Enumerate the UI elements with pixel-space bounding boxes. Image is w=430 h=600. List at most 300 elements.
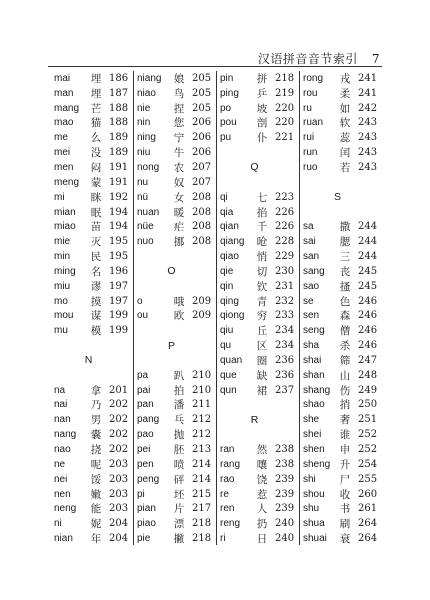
page-number: 7 [371,52,380,66]
page-ref: 220 [275,117,295,129]
syllable-entry [220,130,299,145]
page-ref: 214 [192,473,212,485]
syllable-entry [303,160,382,175]
pinyin: mang [54,102,80,114]
hanzi: 年 [90,533,102,546]
hanzi: 没 [90,147,102,160]
pinyin: qia [220,206,234,218]
page-ref: 197 [109,280,129,292]
syllable-entry [137,175,216,190]
hanzi: 砰 [173,473,185,486]
page-ref: 210 [192,369,212,381]
syllable-entry [220,205,299,220]
page-ref: 207 [192,176,212,188]
hanzi: 呢 [90,458,102,471]
page-ref: 231 [275,280,295,292]
page-ref: 202 [109,444,129,456]
pinyin: mai [54,72,71,84]
hanzi: 收 [339,488,351,501]
hanzi: 蒙 [90,176,102,189]
pinyin: shou [303,488,325,500]
pinyin: shao [303,399,325,411]
blank-row [220,398,299,413]
syllable-entry [137,234,216,249]
syllable-entry [137,472,216,487]
page-ref: 210 [192,384,212,396]
pinyin: rang [220,458,241,470]
hanzi: 色 [339,295,351,308]
pinyin: ru [303,102,312,114]
hanzi: 嚷 [256,458,268,471]
syllable-entry [54,219,133,234]
hanzi: 搔 [339,280,351,293]
page-ref: 240 [275,533,295,545]
hanzi: 您 [173,117,185,130]
syllable-entry [220,487,299,502]
hanzi: 衰 [339,533,351,546]
page-ref: 186 [109,72,129,84]
page-ref: 203 [109,473,129,485]
hanzi: 片 [173,503,185,516]
syllable-entry [220,501,299,516]
hanzi: 奴 [173,176,185,189]
pinyin: pen [137,458,154,470]
index-column [216,71,299,545]
hanzi: 腮 [339,236,351,249]
page-ref: 194 [109,221,129,233]
hanzi: 悄 [256,251,268,264]
syllable-entry [54,487,133,502]
pinyin: seng [303,325,325,337]
page-ref: 202 [109,429,129,441]
pinyin: ne [54,458,66,470]
pinyin: shuai [303,533,327,545]
pinyin: shan [303,369,325,381]
pinyin: mu [54,325,68,337]
syllable-entry [220,338,299,353]
pinyin: qi [220,191,228,203]
syllable-entry [303,249,382,264]
hanzi: 裙 [256,384,268,397]
page-ref: 248 [358,369,378,381]
syllable-entry [220,86,299,101]
page-ref: 205 [192,87,212,99]
pinyin: men [54,161,74,173]
pinyin: miao [54,221,76,233]
pinyin: nie [137,102,151,114]
page-ref: 243 [358,147,378,159]
page-ref: 209 [192,310,212,322]
syllable-entry [303,368,382,383]
syllable-entry [303,487,382,502]
syllable-entry [220,101,299,116]
page-ref: 221 [275,132,295,144]
hanzi: 切 [256,265,268,278]
hanzi: 喷 [173,458,185,471]
page-ref: 203 [109,488,129,500]
page-ref: 255 [358,473,378,485]
hanzi: 升 [339,458,351,471]
pinyin: min [54,251,71,263]
page-ref: 236 [275,369,295,381]
page-ref: 261 [358,503,378,515]
pinyin: qian [220,221,239,233]
pinyin: sheng [303,458,331,470]
pinyin: mao [54,117,74,129]
hanzi: 宁 [173,132,185,145]
page-ref: 203 [109,458,129,470]
syllable-entry [54,101,133,116]
pinyin: ning [137,132,156,144]
pinyin: na [54,384,66,396]
pinyin: niu [137,147,151,159]
page-ref: 188 [109,102,129,114]
pinyin: peng [137,473,160,485]
syllable-entry [54,130,133,145]
pinyin: man [54,87,74,99]
section-letter-row [137,264,216,279]
hanzi: 谬 [90,280,102,293]
hanzi: 坯 [173,488,185,501]
hanzi: 眯 [90,191,102,204]
blank-row [220,175,299,190]
hanzi: 筛 [339,354,351,367]
pinyin: qing [220,295,239,307]
hanzi: 疟 [173,221,185,234]
page-ref: 211 [192,399,212,411]
syllable-entry [220,323,299,338]
page-ref: 203 [109,503,129,515]
hanzi: 模 [90,325,102,338]
section-letter-row [220,160,299,175]
syllable-entry [54,442,133,457]
page-ref: 208 [192,236,212,248]
page-ref: 246 [358,340,378,352]
blank-row [303,175,382,190]
hanzi: 趴 [173,369,185,382]
syllable-entry [54,145,133,160]
hanzi: 么 [90,132,102,145]
syllable-entry [303,219,382,234]
pinyin: que [220,369,237,381]
hanzi: 缺 [256,369,268,382]
page-ref: 247 [358,354,378,366]
syllable-entry [303,116,382,131]
pinyin: shua [303,518,325,530]
page-ref: 199 [109,310,129,322]
syllable-entry [137,116,216,131]
syllable-entry [137,205,216,220]
pinyin: nen [54,488,71,500]
page-ref: 223 [275,191,295,203]
syllable-entry [220,309,299,324]
pinyin: run [303,147,318,159]
page-ref: 204 [109,518,129,530]
syllable-entry [137,501,216,516]
hanzi: 猫 [90,117,102,130]
syllable-entry [220,442,299,457]
hanzi: 书 [339,503,351,516]
hanzi: 人 [256,503,268,516]
hanzi: 民 [90,251,102,264]
syllable-entry [137,219,216,234]
page-ref: 244 [358,221,378,233]
hanzi: 区 [256,340,268,353]
pinyin: mei [54,147,71,159]
page-ref: 239 [275,503,295,515]
pinyin: rou [303,87,318,99]
page-ref: 241 [358,72,378,84]
section-letter-row [303,190,382,205]
hanzi: 乒 [256,87,268,100]
hanzi: 拿 [90,384,102,397]
page-ref: 252 [358,429,378,441]
syllable-entry [54,412,133,427]
hanzi: 鸟 [173,87,185,100]
page-ref: 220 [275,102,295,114]
section-letter: P [167,339,175,352]
syllable-entry [137,368,216,383]
syllable-entry [54,279,133,294]
syllable-entry [303,516,382,531]
pinyin: nian [54,533,73,545]
page-ref: 229 [275,251,295,263]
hanzi: 乃 [90,399,102,412]
hanzi: 芒 [90,102,102,115]
syllable-entry [220,71,299,86]
hanzi: 哦 [173,295,185,308]
page-ref: 246 [358,325,378,337]
pinyin: me [54,132,68,144]
pinyin: pang [137,414,160,426]
section-letter-row [54,353,133,368]
header-rule [48,66,382,67]
page-ref: 204 [109,533,129,545]
pinyin: shen [303,444,325,456]
syllable-entry [137,160,216,175]
page-ref: 195 [109,251,129,263]
syllable-entry [303,309,382,324]
pinyin: nu [137,176,149,188]
syllable-entry [137,412,216,427]
page-ref: 237 [275,384,295,396]
syllable-entry [303,71,382,86]
page-ref: 208 [192,191,212,203]
hanzi: 戎 [339,72,351,85]
syllable-entry [137,531,216,546]
pinyin: qiong [220,310,245,322]
syllable-index-table [52,71,382,545]
hanzi: 能 [90,503,102,516]
section-letter-row [137,338,216,353]
syllable-entry [54,249,133,264]
syllable-entry [54,457,133,472]
hanzi: 仆 [256,132,268,145]
index-column [52,71,133,545]
pinyin: shai [303,354,322,366]
syllable-entry [54,234,133,249]
hanzi: 谁 [339,429,351,442]
hanzi: 森 [339,310,351,323]
hanzi: 青 [256,295,268,308]
page-ref: 251 [358,414,378,426]
syllable-entry [303,353,382,368]
hanzi: 闰 [339,147,351,160]
page-ref: 240 [275,518,295,530]
hanzi: 灭 [90,236,102,249]
syllable-entry [137,383,216,398]
syllable-entry [303,130,382,145]
page-ref: 207 [192,161,212,173]
page-ref: 244 [358,236,378,248]
hanzi: 挪 [173,236,185,249]
syllable-entry [137,309,216,324]
page-ref: 230 [275,265,295,277]
hanzi: 男 [90,414,102,427]
syllable-entry [303,234,382,249]
hanzi: 软 [339,117,351,130]
page-ref: 243 [358,161,378,173]
pinyin: nang [54,429,77,441]
syllable-entry [303,279,382,294]
page-ref: 189 [109,132,129,144]
hanzi: 捏 [173,102,185,115]
syllable-entry [54,116,133,131]
syllable-entry [303,264,382,279]
pinyin: pin [220,72,234,84]
syllable-entry [303,383,382,398]
section-letter: N [84,354,93,367]
hanzi: 摸 [90,295,102,308]
pinyin: sha [303,340,320,352]
syllable-entry [303,501,382,516]
hanzi: 馁 [90,473,102,486]
page-ref: 192 [109,191,129,203]
pinyin: pie [137,533,151,545]
page-ref: 213 [192,444,212,456]
page-header [258,50,380,67]
index-column [299,71,382,545]
pinyin: nuan [137,206,160,218]
hanzi: 剖 [256,117,268,130]
syllable-entry [137,398,216,413]
pinyin: ou [137,310,149,322]
syllable-entry [220,190,299,205]
hanzi: 圈 [256,354,268,367]
syllable-entry [303,145,382,160]
pinyin: pao [137,429,154,441]
pinyin: pi [137,488,145,500]
hanzi: 撇 [173,533,185,546]
pinyin: nüe [137,221,154,233]
syllable-entry [54,398,133,413]
page-ref: 187 [109,87,129,99]
pinyin: shi [303,473,316,485]
hanzi: 柔 [339,87,351,100]
hanzi: 名 [90,265,102,278]
pinyin: ming [54,265,76,277]
hanzi: 三 [339,251,351,264]
hanzi: 申 [339,444,351,457]
syllable-entry [303,412,382,427]
page-ref: 244 [358,251,378,263]
pinyin: qin [220,280,234,292]
hanzi: 奢 [339,414,351,427]
hanzi: 漂 [173,518,185,531]
hanzi: 丘 [256,325,268,338]
page-ref: 212 [192,429,212,441]
blank-row [220,145,299,160]
pinyin: pei [137,444,151,456]
hanzi: 蕊 [339,132,351,145]
hanzi: 日 [256,533,268,546]
pinyin: pu [220,132,232,144]
blank-row [137,353,216,368]
page-ref: 208 [192,206,212,218]
syllable-entry [303,294,382,309]
hanzi: 丧 [339,265,351,278]
syllable-entry [303,457,382,472]
pinyin: nei [54,473,68,485]
pinyin: mi [54,191,65,203]
hanzi: 苗 [90,221,102,234]
pinyin: ren [220,503,235,515]
index-column [133,71,216,545]
pinyin: meng [54,176,80,188]
pinyin: quan [220,354,243,366]
syllable-entry [220,219,299,234]
hanzi: 嫩 [90,488,102,501]
hanzi: 拼 [256,72,268,85]
page-ref: 249 [358,384,378,396]
pinyin: qu [220,340,232,352]
page-ref: 260 [358,488,378,500]
pinyin: reng [220,518,241,530]
pinyin: ruo [303,161,318,173]
syllable-entry [54,264,133,279]
page-ref: 241 [358,87,378,99]
pinyin: miu [54,280,71,292]
syllable-entry [220,368,299,383]
page-ref: 252 [358,444,378,456]
syllable-entry [137,487,216,502]
page-ref: 264 [358,533,378,545]
hanzi: 农 [173,161,185,174]
hanzi: 若 [339,161,351,174]
page-ref: 250 [358,399,378,411]
pinyin: ping [220,87,239,99]
hanzi: 暖 [173,206,185,219]
hanzi: 挠 [90,444,102,457]
pinyin: nuo [137,236,154,248]
pinyin: niao [137,87,156,99]
page-ref: 212 [192,414,212,426]
pinyin: rao [220,473,235,485]
syllable-entry [303,398,382,413]
hanzi: 埋 [90,72,102,85]
pinyin: re [220,488,229,500]
pinyin: o [137,295,143,307]
syllable-entry [54,160,133,175]
page-ref: 205 [192,102,212,114]
pinyin: pian [137,503,156,515]
syllable-entry [137,190,216,205]
pinyin: rui [303,132,315,144]
hanzi: 撒 [339,221,351,234]
syllable-entry [137,71,216,86]
header-title: 汉语拼音音节索引 [257,52,358,66]
syllable-entry [137,457,216,472]
